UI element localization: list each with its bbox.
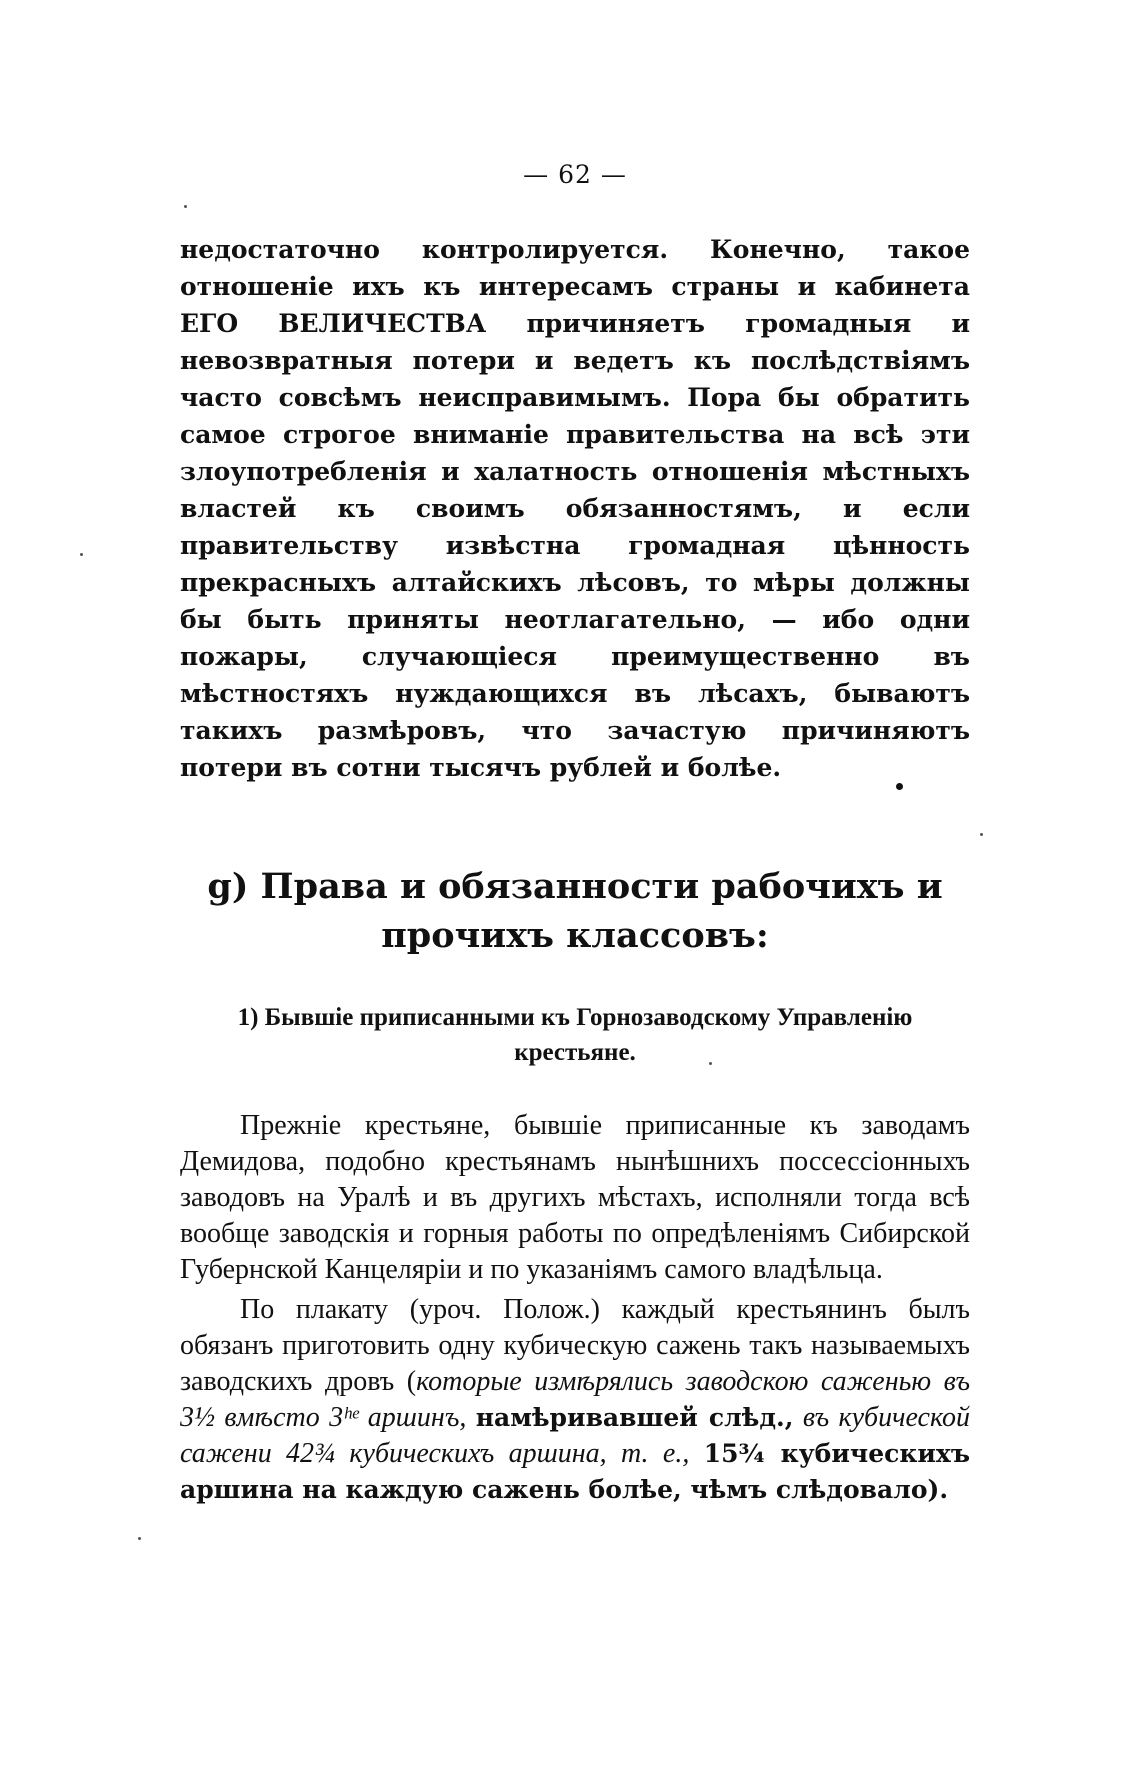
page-number: — 62 —	[523, 160, 627, 189]
book-page	[180, 160, 970, 1508]
ink-dot	[896, 783, 903, 790]
subsection-heading: 1) Бывшіе приписанными къ Горнозаводскому Управленію крестьяне.	[237, 1004, 913, 1066]
ink-speck	[138, 1537, 141, 1540]
paragraph-former-peasants: Прежніе крестьяне, бывшіе приписанные къ заводамъ Демидова, подобно крестьянамъ нынѣшнихъ поссессіонныхъ заводовъ на Уралѣ и въ другихъ мѣстахъ, исполняли тогда всѣ вообще заводскія и горныя работы по опредѣленіямъ Сибирской Губернской Канцеляріи и по указаніямъ самого владѣльца.	[180, 1110, 970, 1285]
placard-bold-excess: 15¾ кубическихъ аршина на каждую сажень болѣе, чѣмъ слѣдовало).	[180, 1439, 970, 1504]
ink-speck	[709, 1062, 712, 1065]
placard-italic-cubic: въ кубической сажени 42¾ кубическихъ аршина, т. е.,	[180, 1402, 970, 1469]
paragraph-placard	[180, 1292, 970, 1508]
placard-bold-measure: намѣривавшей слѣд.,	[475, 1403, 794, 1432]
section-heading: g) Права и обязанности рабочихъ и прочихъ классовъ:	[207, 866, 943, 956]
paragraph-forest-control: недостаточно контролируется. Конечно, такое отношеніе ихъ къ интересамъ страны и кабинета ЕГО ВЕЛИЧЕСТВА причиняетъ громадныя и невозвратныя потери и ведетъ къ послѣдствіямъ часто совсѣмъ неисправимымъ. Пора бы обратить самое строгое вниманіе правительства на всѣ эти злоупотребленія и халатность отношенія мѣстныхъ властей къ своимъ обязанностямъ, и если правительству извѣстна громадная цѣнность прекрасныхъ алтайскихъ лѣсовъ, то мѣры должны бы быть приняты неотлагательно, — ибо одни пожары, случающіеся преимущественно въ мѣстностяхъ нуждающихся въ лѣсахъ, бываютъ такихъ размѣровъ, что зачастую причиняютъ потери въ сотни тысячъ рублей и болѣе.	[180, 235, 970, 782]
placard-text: По плакату (уроч. Полож.) каждый крестьянинъ былъ обязанъ приготовить одну кубическую сажень такъ называемыхъ заводскихъ дровъ (	[180, 1294, 970, 1397]
ink-speck	[184, 205, 187, 208]
ink-speck	[80, 553, 83, 556]
placard-italic-measure: которые измѣрялись заводскою саженью въ 3½ вмѣсто 3ʰᵉ аршинъ,	[180, 1366, 970, 1433]
ink-speck	[980, 833, 983, 836]
